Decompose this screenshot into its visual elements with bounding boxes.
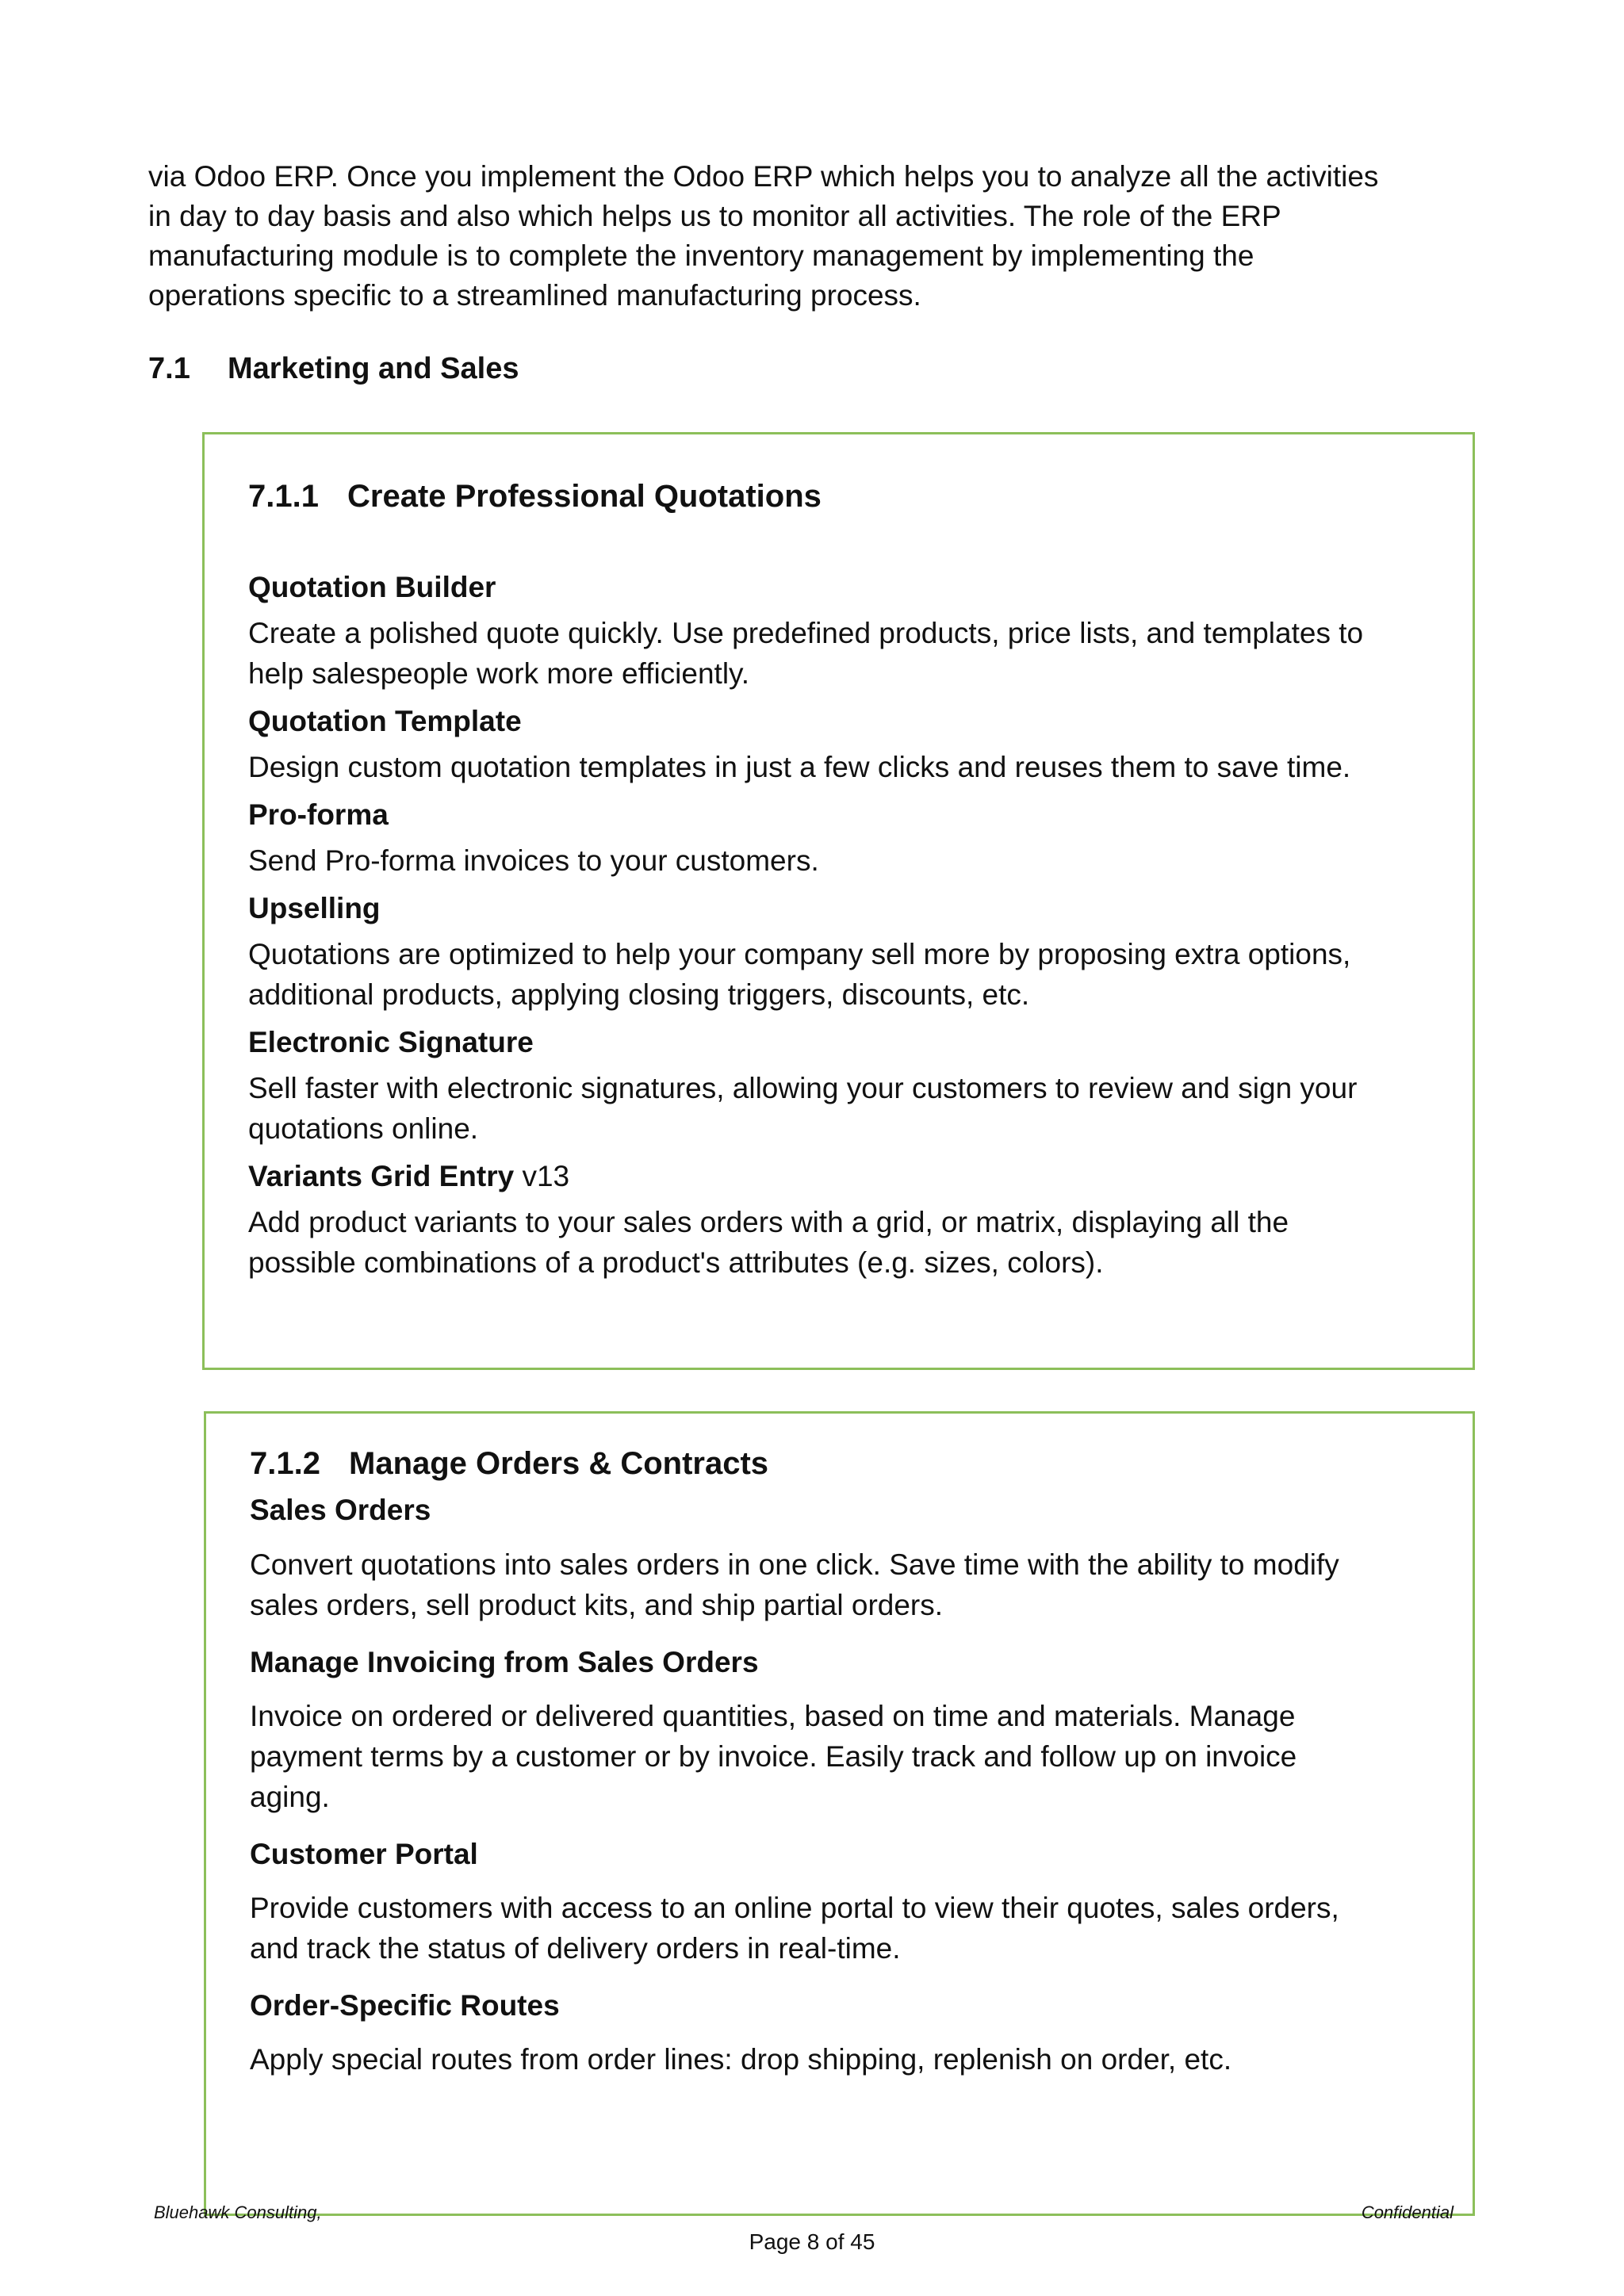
feature-line: and track the status of delivery orders in real-time. (250, 1932, 901, 1965)
intro-line: via Odoo ERP. Once you implement the Odoo ERP which helps you to analyze all the activities (148, 160, 1379, 193)
feature-line: Provide customers with access to an online portal to view their quotes, sales orders, (250, 1892, 1339, 1924)
feature-description (248, 1202, 1414, 1283)
feature-title: Order-Specific Routes (250, 1989, 560, 2022)
feature-title: Sales Orders (250, 1494, 431, 1526)
feature-title: Electronic Signature (248, 1026, 534, 1058)
intro-line: manufacturing module is to complete the inventory management by implementing the (148, 239, 1254, 272)
feature-line: Design custom quotation templates in just a few clicks and reuses them to save time. (248, 751, 1351, 783)
feature-line: Quotations are optimized to help your company sell more by proposing extra options, (248, 938, 1351, 970)
feature-line: help salespeople work more efficiently. (248, 657, 750, 690)
feature-line: Send Pro-forma invoices to your customers. (248, 844, 819, 877)
feature-line: Create a polished quote quickly. Use predefined products, price lists, and templates to (248, 617, 1364, 649)
quotations-box (202, 432, 1475, 1370)
section-number: 7.1 (148, 352, 190, 385)
subsection-heading (250, 1441, 1415, 1486)
feature-description (250, 1696, 1415, 1817)
feature-title-text: Variants Grid Entry (248, 1160, 515, 1192)
feature-line: aging. (250, 1781, 330, 1813)
feature-line: Add product variants to your sales orders with a grid, or matrix, displaying all the (248, 1206, 1289, 1238)
subsection-number: 7.1.1 (248, 479, 319, 514)
footer-confidential: Confidential (1361, 2202, 1454, 2222)
section-heading (148, 352, 519, 386)
feature-description (250, 1888, 1415, 1969)
subsection-heading (248, 474, 1414, 519)
feature-description (248, 747, 1414, 787)
feature-title: Manage Invoicing from Sales Orders (250, 1646, 759, 1678)
feature-description (250, 1544, 1415, 1625)
feature-line: additional products, applying closing triggers, discounts, etc. (248, 978, 1030, 1011)
subsection-number: 7.1.2 (250, 1446, 320, 1481)
feature-title: Upselling (248, 892, 381, 924)
feature-description (248, 840, 1414, 881)
feature-title: Customer Portal (250, 1838, 478, 1870)
feature-description (250, 2039, 1415, 2080)
intro-line: in day to day basis and also which helps us to monitor all activities. The role of the ERP (148, 200, 1281, 232)
feature-description (248, 934, 1414, 1015)
intro-line: operations specific to a streamlined manufacturing process. (148, 279, 921, 312)
feature-description (248, 1068, 1414, 1149)
feature-title (248, 1157, 1414, 1196)
feature-line: payment terms by a customer or by invoice. Easily track and follow up on invoice (250, 1740, 1297, 1773)
feature-title: Quotation Template (248, 705, 522, 737)
subsection-title: Manage Orders & Contracts (349, 1446, 769, 1481)
feature-description (248, 613, 1414, 694)
feature-line: possible combinations of a product's attributes (e.g. sizes, colors). (248, 1246, 1104, 1279)
section-title: Marketing and Sales (228, 352, 519, 385)
feature-line: Sell faster with electronic signatures, allowing your customers to review and sign your (248, 1072, 1358, 1104)
feature-line: Apply special routes from order lines: drop shipping, replenish on order, etc. (250, 2043, 1232, 2076)
page-number: Page 8 of 45 (749, 2229, 875, 2254)
feature-line: Convert quotations into sales orders in one click. Save time with the ability to modify (250, 1548, 1339, 1581)
orders-box-content (250, 1441, 1415, 2080)
subsection-title: Create Professional Quotations (347, 479, 822, 514)
feature-line: Invoice on ordered or delivered quantities, based on time and materials. Manage (250, 1700, 1296, 1732)
feature-line: sales orders, sell product kits, and ship partial orders. (250, 1589, 944, 1621)
footer-company: Bluehawk Consulting, (154, 2202, 322, 2222)
intro-paragraph (148, 157, 1417, 316)
feature-title: Quotation Builder (248, 571, 496, 603)
feature-line: quotations online. (248, 1112, 479, 1145)
version-tag: v13 (514, 1160, 570, 1192)
feature-title: Pro-forma (248, 798, 389, 831)
quotations-box-content (248, 474, 1414, 1283)
orders-box (204, 1411, 1475, 2216)
